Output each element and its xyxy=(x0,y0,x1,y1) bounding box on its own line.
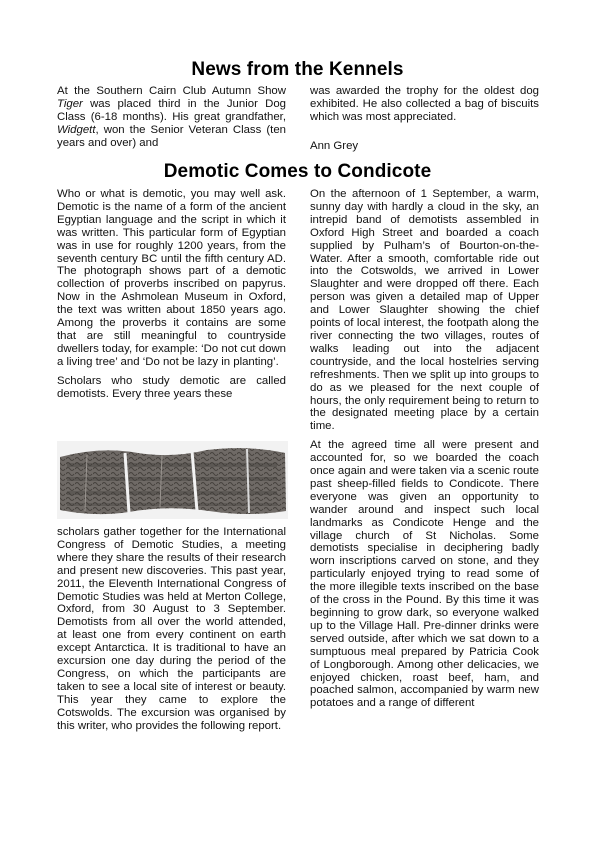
demotic-paragraph: scholars gather together for the International Congress of Demotic Studies, a meeting where they share the results of their research and present new discoveries. This past year, 2011, the Eleventh International Congress of Demotic Studies was held at Merton College, Oxford, from 30 August to 3 September. Demotists from all over the world attended, at least one from every continent on earth except Antarctica. It is traditional to have an excursion one day during the period of the Congress, on which the participants are taken to see a local site of interest or beauty. This year they came to explore the Cotswolds. The excursion was organised by this writer, who provides the following report. xyxy=(57,526,286,732)
dog-name-widgett: Widgett xyxy=(57,123,96,136)
demotic-paragraph: Scholars who study demotic are called demotists. Every three years these xyxy=(57,374,286,400)
news-paragraph: was awarded the trophy for the oldest dog exhibited. He also collected a bag of biscuits which was most appreciated. xyxy=(310,85,539,123)
news-paragraph xyxy=(57,85,286,150)
news-text: At the Southern Cairn Club Autumn Show xyxy=(57,85,286,97)
news-title: News from the Kennels xyxy=(191,59,404,80)
news-signature: Ann Grey xyxy=(310,139,359,152)
dog-name-tiger: Tiger xyxy=(57,97,83,110)
demotic-column-left-lower xyxy=(57,526,286,739)
news-text: , won the Senior Veteran Class (ten years and over) and xyxy=(57,123,286,149)
demotic-column-left xyxy=(57,188,286,407)
demotic-paragraph: On the afternoon of 1 September, a warm, sunny day with hardly a cloud in the sky, an intrepid band of demotists assembled in Oxford High Street and boarded a coach supplied by Pulham’s of Bourton-on-the-Water. After a smooth, comfortable ride out into the Cotswolds, we arrived in Lower Slaughter and were dropped off there. Each person was given a detailed map of Upper and Lower Slaughter showing the chief points of local interest, the footpath along the river connecting the two villages, routes of walks leading out into the adjacent countryside, and the local hostelries serving refreshments. Then we split up into groups to do as we pleased for the next couple of hours, the only requirement being to return to the designated meeting place by a certain time. xyxy=(310,188,539,433)
demotic-column-right xyxy=(310,188,539,716)
news-column-left xyxy=(57,85,286,156)
papyrus-photo xyxy=(57,441,288,519)
news-text: was placed third in the Junior Dog Class (6-18 months). His great grandfather, xyxy=(57,97,286,123)
demotic-title: Demotic Comes to Condicote xyxy=(163,161,432,182)
news-column-right xyxy=(310,85,539,159)
demotic-paragraph: At the agreed time all were present and accounted for, so we boarded the coach once again and were taken via a scenic route past sheep-filled fields to Condicote. There everyone was given an opportunity to wander around and inspect such local landmarks as Condicote Henge and the village church of St Nicholas. Some demotists specialise in deciphering badly worn inscriptions carved on stone, and they particularly enjoyed trying to read some of the more illegible texts inscribed on the base of the cross in the Pound. By this time it was beginning to grow dark, so everyone walked up to the Village Hall. Pre-dinner drinks were served outside, after which we sat down to a sumptuous meal prepared by Patricia Cook of Longborough. Among other delicacies, we enjoyed chicken, roast beef, ham, and poached salmon, accompanied by warm new potatoes and a range of different xyxy=(310,439,539,710)
demotic-paragraph: Who or what is demotic, you may well ask. Demotic is the name of a form of the ancient Egyptian language and the script in which it was written. This particular form of Egyptian was in use for roughly 1200 years, from the seventh century BC until the fifth century AD. The photograph shows part of a demotic collection of proverbs inscribed on papyrus. Now in the Ashmolean Museum in Oxford, the text was written about 1850 years ago. Among the proverbs it contains are some that are still meaningful to countryside dwellers today, for example: ‘Do not cut down a living tree’ and ‘Do not be lazy in planting’. xyxy=(57,188,286,368)
